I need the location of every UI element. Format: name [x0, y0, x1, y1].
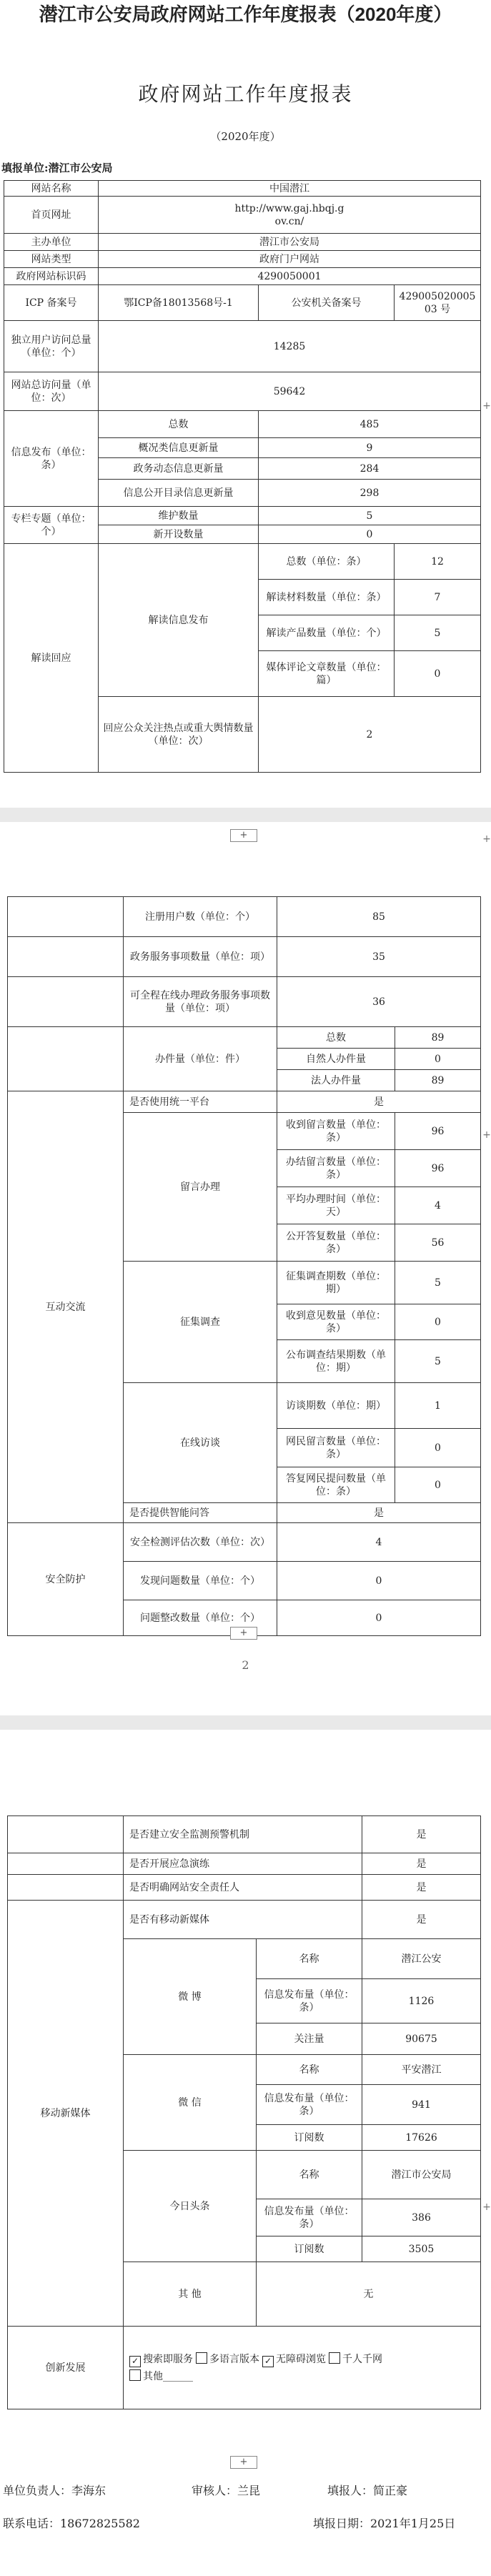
service-items: 35	[277, 937, 481, 977]
toutiao-pub-label: 信息发布量（单位：条）	[257, 2199, 362, 2236]
survey-opin: 0	[395, 1304, 481, 1340]
msg-recv-label: 收到留言数量（单位：条）	[277, 1113, 395, 1150]
interpret-product: 5	[395, 615, 481, 651]
service-legal-label: 法人办件量	[277, 1070, 395, 1091]
survey-num-label: 征集调查期数（单位：期）	[277, 1262, 395, 1304]
add-row-button[interactable]: +	[230, 829, 257, 842]
service-handle-total-label: 总数	[277, 1027, 395, 1049]
type-label: 网站类型	[4, 251, 99, 268]
mobile-has-label: 是否有移动新媒体	[124, 1901, 362, 1939]
weibo-pub: 1126	[362, 1979, 481, 2023]
interpret-material: 7	[395, 580, 481, 615]
interpret-total-label: 总数（单位：条）	[259, 544, 395, 580]
service-handle-label: 办件量（单位：件）	[124, 1027, 277, 1091]
column-new-label: 新开设数量	[99, 525, 259, 544]
footer-leader: 单位负责人：李海东	[3, 2484, 106, 2497]
talk-msg: 0	[395, 1429, 481, 1467]
other-label: 其 他	[124, 2262, 257, 2327]
toutiao-sub-label: 订阅数	[257, 2236, 362, 2262]
doc-title: 政府网站工作年度报表	[138, 82, 353, 106]
talk-num-label: 访谈期数（单位：期）	[277, 1383, 395, 1429]
uv-label: 独立用户访问总量（单位：个）	[4, 321, 99, 372]
opt-personalized: 千人千网	[342, 2353, 382, 2365]
service-reg: 85	[277, 897, 481, 937]
weibo-name-label: 名称	[257, 1939, 362, 1979]
msg-time: 4	[395, 1187, 481, 1224]
interpret-respond-label: 回应公众关注热点或重大舆情数量（单位：次）	[99, 697, 259, 773]
pv: 59642	[99, 372, 481, 411]
mobile-label: 移动新媒体	[8, 1901, 124, 2327]
checkbox-checked-icon[interactable]: ✓	[262, 2356, 274, 2367]
service-natural: 0	[395, 1049, 481, 1070]
survey-pub: 5	[395, 1340, 481, 1383]
service-online: 36	[277, 977, 481, 1027]
security-fixed-label: 问题整改数量（单位：个）	[124, 1600, 277, 1636]
opt-multi-language: 多语言版本	[209, 2353, 259, 2365]
footer-filler: 填报人：简正豪	[327, 2484, 408, 2497]
weibo-fans-label: 关注量	[257, 2023, 362, 2055]
sponsor: 潜江市公安局	[99, 234, 481, 251]
interact-msg-label: 留言办理	[124, 1113, 277, 1262]
side-expand-icon[interactable]: +	[482, 1129, 491, 1141]
interpret-respond: 2	[259, 697, 481, 773]
interact-label: 互动交流	[8, 1091, 124, 1523]
footer-date: 填报日期：2021年1月25日	[313, 2517, 456, 2530]
info-catalog-label: 信息公开目录信息更新量	[99, 480, 259, 507]
info-label: 信息发布（单位：条）	[4, 411, 99, 507]
wechat-label: 微 信	[124, 2055, 257, 2151]
security-warn: 是	[362, 1816, 481, 1853]
wechat-pub-label: 信息发布量（单位：条）	[257, 2085, 362, 2125]
checkbox-icon[interactable]	[329, 2352, 340, 2364]
report-page-3	[0, 1730, 491, 2576]
footer-reviewer: 审核人：兰昆	[192, 2484, 261, 2497]
opt-accessibility: 无障碍浏览	[276, 2353, 326, 2365]
service-items-label: 政务服务事项数量（单位：项）	[124, 937, 277, 977]
interpret-release-label: 解读信息发布	[99, 544, 259, 697]
msg-done: 96	[395, 1150, 481, 1187]
opt-other: 其他______	[143, 2370, 193, 2382]
talk-msg-label: 网民留言数量（单位：条）	[277, 1429, 395, 1467]
msg-recv: 96	[395, 1113, 481, 1150]
site-type: 政府门户网站	[99, 251, 481, 268]
page-number: 2	[242, 1658, 249, 1672]
police-record: 42900502000503 号	[395, 285, 481, 321]
add-row-button[interactable]: +	[230, 1627, 257, 1640]
msg-time-label: 平均办理时间（单位：天）	[277, 1187, 395, 1224]
report-page-1	[0, 29, 491, 808]
column-new: 0	[259, 525, 481, 544]
checkbox-icon[interactable]	[196, 2352, 207, 2364]
side-expand-icon[interactable]: +	[482, 833, 491, 845]
add-row-button[interactable]: +	[230, 2456, 257, 2469]
weibo-pub-label: 信息发布量（单位：条）	[257, 1979, 362, 2023]
weibo-label: 微 博	[124, 1939, 257, 2055]
info-overview-label: 概况类信息更新量	[99, 438, 259, 458]
wechat-pub: 941	[362, 2085, 481, 2125]
interpret-media: 0	[395, 651, 481, 697]
interpret-product-label: 解读产品数量（单位：个）	[259, 615, 395, 651]
doc-year: （2020年度）	[210, 130, 281, 143]
security-fixed: 0	[277, 1600, 481, 1636]
report-page-2	[0, 855, 491, 1672]
interact-smart-label: 是否提供智能问答	[124, 1503, 277, 1523]
info-overview: 9	[259, 438, 481, 458]
survey-pub-label: 公布调查结果期数（单位：期）	[277, 1340, 395, 1383]
service-online-label: 可全程在线办理政务服务事项数量（单位：项）	[124, 977, 277, 1027]
talk-ans: 0	[395, 1467, 481, 1503]
talk-ans-label: 答复网民提问数量（单位：条）	[277, 1467, 395, 1503]
survey-opin-label: 收到意见数量（单位：条）	[277, 1304, 395, 1340]
toutiao-name: 潜江市公安局	[362, 2151, 481, 2199]
interact-survey-label: 征集调查	[124, 1262, 277, 1383]
service-natural-label: 自然人办件量	[277, 1049, 395, 1070]
info-catalog: 298	[259, 480, 481, 507]
report-table-3	[7, 1815, 481, 2409]
page-separator	[0, 808, 491, 822]
site-name: 中国潜江	[99, 181, 481, 197]
column-maintain-label: 维护数量	[99, 507, 259, 525]
toutiao-name-label: 名称	[257, 2151, 362, 2199]
side-expand-icon[interactable]: +	[482, 400, 491, 412]
footer-phone: 联系电话：18672825582	[3, 2517, 140, 2530]
msg-pub-label: 公开答复数量（单位：条）	[277, 1224, 395, 1262]
mobile-has: 是	[362, 1901, 481, 1939]
security-resp: 是	[362, 1875, 481, 1901]
msg-pub: 56	[395, 1224, 481, 1262]
interact-platform-label: 是否使用统一平台	[124, 1091, 277, 1113]
other-value: 无	[257, 2262, 481, 2327]
security-check-label: 安全检测评估次数（单位：次）	[124, 1523, 277, 1562]
toutiao-pub: 386	[362, 2199, 481, 2236]
toutiao-sub: 3505	[362, 2236, 481, 2262]
filler-unit: 填报单位:潜江市公安局	[1, 162, 113, 174]
info-total: 485	[259, 411, 481, 438]
info-total-label: 总数	[99, 411, 259, 438]
info-news-label: 政务动态信息更新量	[99, 458, 259, 480]
wechat-name: 平安潜江	[362, 2055, 481, 2085]
column-label: 专栏专题（单位：个）	[4, 507, 99, 544]
info-news: 284	[259, 458, 481, 480]
wechat-sub-label: 订阅数	[257, 2125, 362, 2151]
security-drill-label: 是否开展应急演练	[124, 1853, 362, 1875]
pv-label: 网站总访问量（单位：次）	[4, 372, 99, 411]
icp: 鄂ICP备18013568号-1	[99, 285, 259, 321]
sponsor-label: 主办单位	[4, 234, 99, 251]
talk-num: 1	[395, 1383, 481, 1429]
opt-search-service: 搜索即服务	[143, 2353, 193, 2365]
security-label: 安全防护	[8, 1523, 124, 1636]
service-handle-total: 89	[395, 1027, 481, 1049]
site-code: 4290050001	[99, 268, 481, 285]
side-expand-icon[interactable]: +	[482, 2201, 491, 2213]
interpret-material-label: 解读材料数量（单位：条）	[259, 580, 395, 615]
security-resp-label: 是否明确网站安全责任人	[124, 1875, 362, 1901]
service-legal: 89	[395, 1070, 481, 1091]
survey-num: 5	[395, 1262, 481, 1304]
security-check: 4	[277, 1523, 481, 1562]
weibo-fans: 90675	[362, 2023, 481, 2055]
toutiao-label: 今日头条	[124, 2151, 257, 2262]
wechat-name-label: 名称	[257, 2055, 362, 2085]
home-url: http://www.gaj.hbqj.gov.cn/	[99, 197, 481, 234]
report-table-2	[7, 896, 481, 1636]
msg-done-label: 办结留言数量（单位：条）	[277, 1150, 395, 1187]
security-found-label: 发现问题数量（单位：个）	[124, 1562, 277, 1600]
code-label: 政府网站标识码	[4, 268, 99, 285]
page-title: 潜江市公安局政府网站工作年度报表（2020年度）	[39, 4, 452, 25]
report-table-1	[4, 180, 481, 773]
interact-platform: 是	[277, 1091, 481, 1113]
interact-smart: 是	[277, 1503, 481, 1523]
interpret-label: 解读回应	[4, 544, 99, 773]
service-reg-label: 注册用户数（单位：个）	[124, 897, 277, 937]
security-drill: 是	[362, 1853, 481, 1875]
icp-label: ICP 备案号	[4, 285, 99, 321]
site-name-label: 网站名称	[4, 181, 99, 197]
checkbox-icon[interactable]	[129, 2369, 141, 2381]
page-separator	[0, 1715, 491, 1730]
security-warn-label: 是否建立安全监测预警机制	[124, 1816, 362, 1853]
security-found: 0	[277, 1562, 481, 1600]
interact-talk-label: 在线访谈	[124, 1383, 277, 1503]
checkbox-checked-icon[interactable]: ✓	[129, 2356, 141, 2367]
home-label: 首页网址	[4, 197, 99, 234]
innovation-options	[124, 2327, 481, 2409]
uv: 14285	[99, 321, 481, 372]
interpret-total: 12	[395, 544, 481, 580]
interpret-media-label: 媒体评论文章数量（单位：篇）	[259, 651, 395, 697]
column-maintain: 5	[259, 507, 481, 525]
innovation-label: 创新发展	[8, 2327, 124, 2409]
police-label: 公安机关备案号	[259, 285, 395, 321]
wechat-sub: 17626	[362, 2125, 481, 2151]
weibo-name: 潜江公安	[362, 1939, 481, 1979]
